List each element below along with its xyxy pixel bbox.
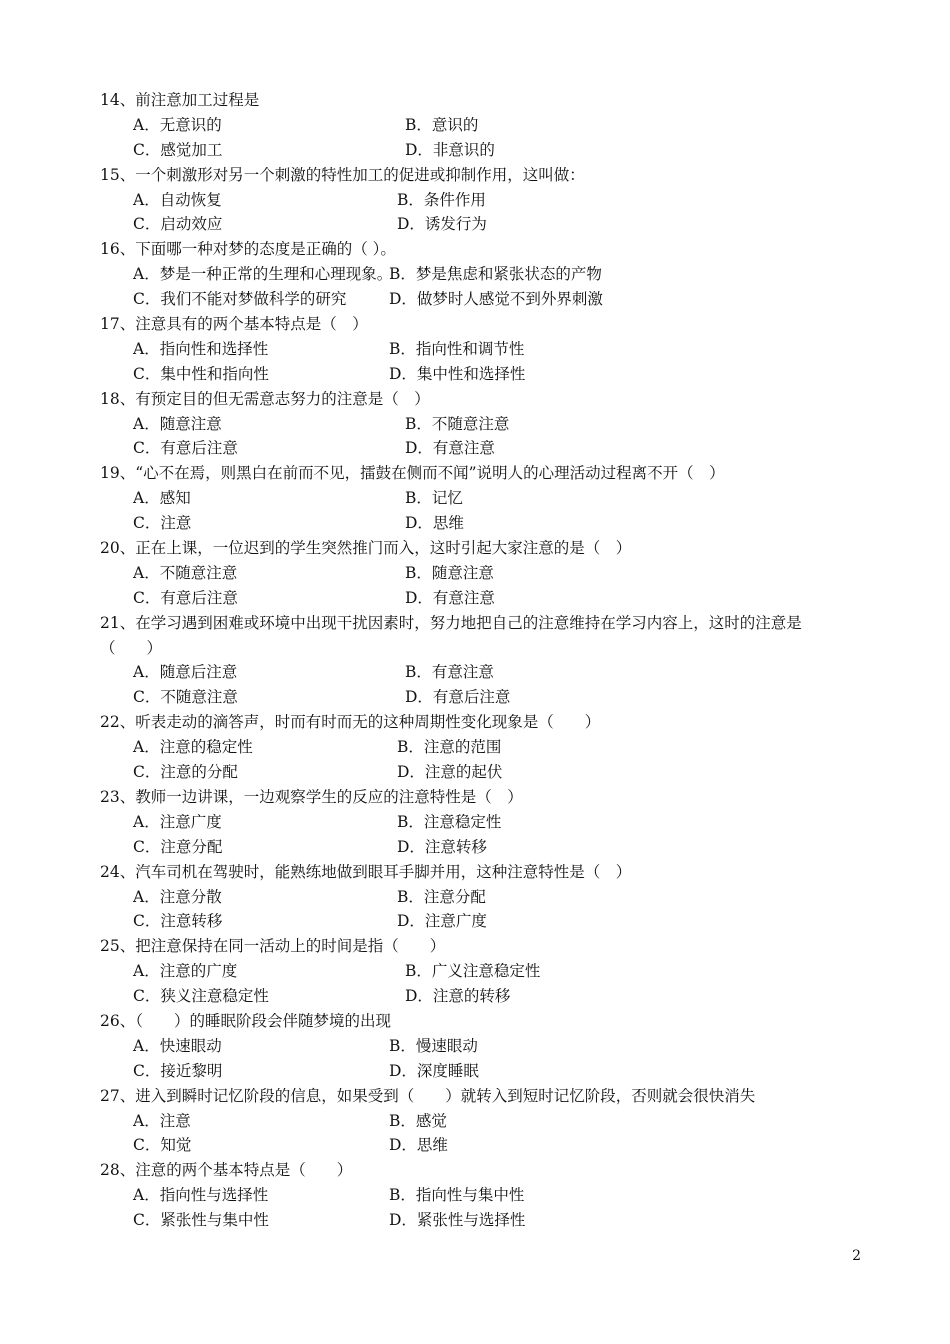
question-item: [100, 934, 880, 1009]
option-row: [100, 138, 880, 163]
option-a: A．无意识的: [133, 115, 222, 134]
option-row: [100, 1133, 880, 1158]
option-d: D．注意转移: [397, 837, 487, 856]
question-item: [100, 461, 880, 536]
question-stem: 24、汽车司机在驾驶时，能熟练地做到眼耳手脚并用，这种注意特性是（ ）: [100, 862, 632, 881]
option-a: A．注意广度: [133, 812, 222, 831]
option-c: C．感觉加工: [133, 140, 223, 159]
question-item: [100, 710, 880, 785]
question-item: [100, 163, 880, 238]
option-b: B．不随意注意: [405, 414, 510, 433]
question-item: [100, 387, 880, 462]
option-row: [100, 835, 880, 860]
option-row: [100, 337, 880, 362]
option-c: C．我们不能对梦做科学的研究: [133, 290, 347, 309]
question-item: [100, 611, 880, 711]
question-item: [100, 1158, 880, 1233]
option-c: C．有意后注意: [133, 439, 238, 458]
option-c: C．有意后注意: [133, 588, 238, 607]
option-b: B．梦是焦虑和紧张状态的产物: [389, 265, 602, 284]
question-stem-continued: （ ）: [100, 638, 163, 657]
question-item: [100, 536, 880, 611]
option-a: A．梦是一种正常的生理和心理现象。: [133, 265, 393, 284]
option-b: B．条件作用: [397, 190, 486, 209]
option-d: D．非意识的: [405, 140, 495, 159]
option-row: [100, 1208, 880, 1233]
option-a: A．注意: [133, 1111, 191, 1130]
option-a: A．不随意注意: [133, 563, 238, 582]
question-stem: 25、把注意保持在同一活动上的时间是指（ ）: [100, 937, 446, 956]
question-item: [100, 785, 880, 860]
option-d: D．有意注意: [405, 439, 495, 458]
option-c: C．知觉: [133, 1136, 192, 1155]
question-item: [100, 312, 880, 387]
option-a: A．注意的稳定性: [133, 738, 253, 757]
option-a: A．感知: [133, 489, 191, 508]
option-b: B．注意的范围: [397, 738, 502, 757]
option-row: [100, 1034, 880, 1059]
question-stem: 14、前注意加工过程是: [100, 91, 260, 109]
question-item: [100, 1084, 880, 1159]
option-row: [100, 436, 880, 461]
option-b: B．注意稳定性: [397, 812, 502, 831]
option-d: D．集中性和选择性: [389, 364, 526, 383]
option-d: D．注意广度: [397, 912, 487, 931]
question-stem: 22、听表走动的滴答声，时而有时而无的这种周期性变化现象是（ ）: [100, 713, 601, 732]
option-row: [100, 486, 880, 511]
option-c: C．注意的分配: [133, 763, 238, 782]
option-d: D．有意注意: [405, 588, 495, 607]
question-item: [100, 237, 880, 312]
question-stem: 21、在学习遇到困难或环境中出现干扰因素时，努力地把自己的注意维持在学习内容上，这时的注意是: [100, 613, 802, 632]
option-row: [100, 984, 880, 1009]
option-c: C．不随意注意: [133, 688, 238, 707]
option-row: [100, 511, 880, 536]
question-stem: 26、（ ）的睡眠阶段会伴随梦境的出现: [100, 1011, 391, 1030]
option-row: [100, 412, 880, 437]
option-b: B．指向性和调节性: [389, 339, 525, 358]
question-stem: 15、一个刺激形对另一个刺激的特性加工的促进或抑制作用，这叫做：: [100, 165, 585, 184]
option-row: [100, 262, 880, 287]
question-stem: 20、正在上课，一位迟到的学生突然推门而入，这时引起大家注意的是（ ）: [100, 539, 632, 558]
option-b: B．慢速眼动: [389, 1036, 478, 1055]
option-c: C．注意分配: [133, 837, 223, 856]
option-row: [100, 810, 880, 835]
option-row: [100, 1109, 880, 1134]
option-row: [100, 909, 880, 934]
option-a: A．随意后注意: [133, 663, 238, 682]
option-c: C．紧张性与集中性: [133, 1211, 269, 1230]
option-d: D．注意的起伏: [397, 763, 503, 782]
option-row: [100, 959, 880, 984]
option-row: [100, 1183, 880, 1208]
option-a: A．指向性与选择性: [133, 1186, 269, 1205]
option-b: B．随意注意: [405, 563, 494, 582]
option-row: [100, 362, 880, 387]
option-row: [100, 660, 880, 685]
question-stem: 23、教师一边讲课，一边观察学生的反应的注意特性是（ ）: [100, 787, 523, 806]
question-stem: 16、下面哪一种对梦的态度是正确的（ ）。: [100, 240, 396, 259]
option-c: C．注意: [133, 514, 192, 533]
option-d: D．紧张性与选择性: [389, 1211, 526, 1230]
option-a: A．随意注意: [133, 414, 222, 433]
option-b: B．指向性与集中性: [389, 1186, 525, 1205]
option-d: D．思维: [389, 1136, 448, 1155]
question-stem: 17、注意具有的两个基本特点是（ ）: [100, 315, 368, 334]
option-c: C．狭义注意稳定性: [133, 987, 269, 1006]
question-list: [100, 88, 880, 1233]
option-c: C．启动效应: [133, 215, 223, 234]
option-d: D．有意后注意: [405, 688, 511, 707]
option-b: B．广义注意稳定性: [405, 962, 541, 981]
option-d: D．诱发行为: [397, 215, 487, 234]
question-stem: 27、进入到瞬时记忆阶段的信息，如果受到（ ）就转入到短时记忆阶段，否则就会很快消失: [100, 1086, 756, 1105]
option-row: [100, 1059, 880, 1084]
option-a: A．自动恢复: [133, 190, 222, 209]
option-row: [100, 735, 880, 760]
option-row: [100, 885, 880, 910]
question-item: [100, 860, 880, 935]
option-a: A．注意分散: [133, 887, 222, 906]
option-row: [100, 188, 880, 213]
option-b: B．注意分配: [397, 887, 486, 906]
option-c: C．集中性和指向性: [133, 364, 269, 383]
question-item: [100, 1009, 880, 1084]
option-b: B．有意注意: [405, 663, 494, 682]
question-stem: 18、有预定目的但无需意志努力的注意是（ ）: [100, 389, 430, 408]
option-d: D．思维: [405, 514, 464, 533]
option-row: [100, 561, 880, 586]
option-row: [100, 586, 880, 611]
question-stem: 28、注意的两个基本特点是（ ）: [100, 1161, 353, 1180]
option-row: [100, 685, 880, 710]
option-row: [100, 287, 880, 312]
option-a: A．快速眼动: [133, 1036, 222, 1055]
option-d: D．注意的转移: [405, 987, 511, 1006]
option-b: B．感觉: [389, 1111, 447, 1130]
option-c: C．注意转移: [133, 912, 223, 931]
option-a: A．注意的广度: [133, 962, 238, 981]
option-b: B．记忆: [405, 489, 463, 508]
option-b: B．意识的: [405, 115, 479, 134]
option-row: [100, 212, 880, 237]
option-a: A．指向性和选择性: [133, 339, 269, 358]
option-c: C．接近黎明: [133, 1061, 223, 1080]
option-d: D．做梦时人感觉不到外界刺激: [389, 290, 603, 309]
page-number: 2: [852, 1248, 861, 1264]
question-item: [100, 88, 880, 163]
option-row: [100, 113, 880, 138]
question-stem: 19、“心不在焉，则黑白在前而不见，擂鼓在侧而不闻”说明人的心理活动过程离不开（ ）: [100, 464, 725, 483]
option-d: D．深度睡眠: [389, 1061, 479, 1080]
option-row: [100, 760, 880, 785]
